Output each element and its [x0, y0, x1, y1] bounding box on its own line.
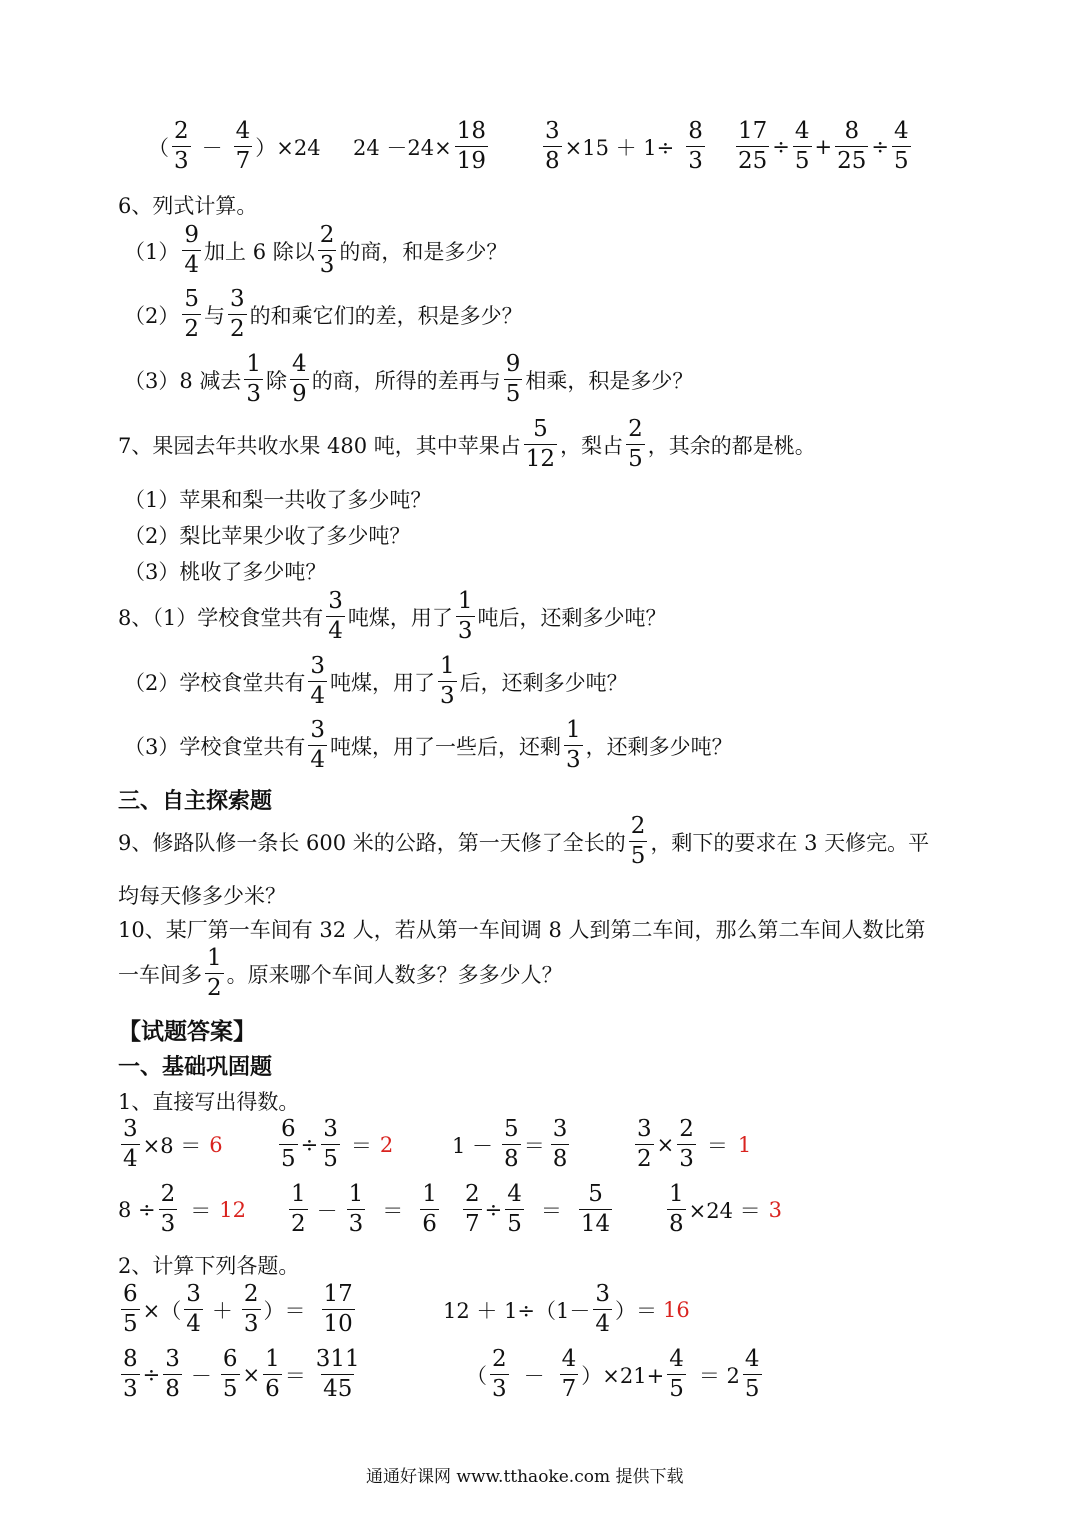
fraction: $\frac{3}{8}$	[165, 1346, 180, 1402]
equals: ＝	[284, 1363, 306, 1388]
operator: －	[523, 1363, 545, 1388]
answer-value: 3	[768, 1197, 783, 1222]
expr-head: 24 －24×	[353, 135, 452, 160]
fraction: $\frac{1}{2}$	[291, 1181, 306, 1237]
answer-value: 6	[209, 1132, 223, 1157]
fraction: $\frac{8}{25}$	[837, 118, 867, 174]
operator: ）＝	[263, 1298, 306, 1323]
part-label: （1）	[124, 239, 180, 264]
expr-4	[733, 120, 914, 173]
footer-text: 通通好课网 www.tthaoke.com 提供下载	[366, 1467, 684, 1487]
equals: ＝	[382, 1198, 404, 1223]
expr-tail: ）×24	[255, 135, 321, 160]
answer-value: 2	[379, 1132, 394, 1157]
equals: ＝	[190, 1198, 212, 1223]
operator: ÷	[484, 1197, 503, 1222]
expr-1	[148, 120, 321, 173]
text: （2）学校食堂共有	[124, 670, 306, 695]
operator: ＋	[211, 1298, 233, 1323]
a2-expr-3	[118, 1348, 365, 1401]
text: ，还剩多少吨？	[585, 734, 733, 759]
fraction: $\frac{1}{2}$	[207, 945, 222, 1001]
text: （1）苹果和梨一共收了多少吨？	[124, 488, 432, 512]
operator: ）×21+	[581, 1363, 665, 1388]
text: 相乘，积是多少？	[525, 368, 694, 393]
fraction: $\frac{18}{19}$	[456, 118, 486, 174]
text: （3）桃收了多少吨？	[124, 560, 327, 584]
fraction: $\frac{2}{3}$	[492, 1346, 507, 1402]
expr-head: 12 ＋ 1÷（1－	[443, 1298, 591, 1323]
fraction: $\frac{3}{5}$	[323, 1116, 338, 1172]
fraction: $\frac{1}{3}$	[457, 588, 473, 644]
fraction: $\frac{1}{6}$	[422, 1181, 437, 1237]
text: ，其余的都是桃。	[647, 433, 816, 458]
equals: ＝	[350, 1133, 372, 1158]
operator: ÷	[142, 1362, 161, 1387]
text: （3）学校食堂共有	[124, 734, 306, 759]
fraction: $\frac{4}{5}$	[894, 118, 909, 174]
text: 吨煤，用了	[347, 605, 453, 630]
a1-title	[118, 1086, 299, 1116]
heading-text: 三、自主探索题	[118, 788, 273, 814]
section-heading-3	[118, 784, 272, 815]
a2-expr-2	[443, 1283, 690, 1336]
heading-text: 一、基础巩固题	[118, 1054, 273, 1080]
operator: ×8 ＝	[142, 1133, 202, 1158]
q7-sub1	[124, 484, 431, 514]
fraction: $\frac{4}{7}$	[561, 1346, 577, 1402]
part-label: （2）	[124, 303, 180, 328]
a1-r2-c4	[664, 1183, 782, 1236]
fraction: $\frac{9}{4}$	[184, 222, 200, 278]
paren: （	[466, 1363, 487, 1388]
operator: －	[316, 1198, 338, 1223]
fraction: $\frac{5}{2}$	[184, 286, 200, 342]
fraction: $\frac{3}{4}$	[123, 1116, 138, 1172]
operator: ÷	[871, 134, 890, 159]
a1-r1-c1	[118, 1118, 223, 1171]
part-label: （3）8 减去	[124, 368, 242, 393]
fraction: $\frac{2}{3}$	[160, 1181, 176, 1237]
equals: ＝	[523, 1133, 545, 1158]
operator: +	[814, 134, 833, 159]
fraction: $\frac{17}{25}$	[738, 118, 768, 174]
text: 均每天修多少米？	[118, 884, 286, 908]
fraction: $\frac{5}{12}$	[525, 416, 556, 472]
expr-mid: ×15 ＋ 1÷	[564, 135, 675, 160]
fraction: $\frac{4}{5}$	[794, 118, 810, 174]
question-title: 6、列式计算。	[118, 194, 258, 218]
q7-stem	[118, 418, 816, 471]
text: ，剩下的要求在 3 天修完。平	[650, 830, 930, 855]
fraction: $\frac{6}{5}$	[222, 1346, 238, 1402]
answer-value: 1	[737, 1132, 752, 1157]
q8-part3	[124, 719, 733, 772]
fraction: $\frac{3}{8}$	[545, 118, 560, 174]
fraction: $\frac{8}{3}$	[688, 118, 703, 174]
fraction: $\frac{4}{5}$	[669, 1346, 684, 1402]
fraction: $\frac{3}{4}$	[186, 1281, 201, 1337]
text: 与	[204, 303, 226, 328]
fraction: $\frac{2}{3}$	[319, 222, 335, 278]
text: 的商，和是多少？	[339, 239, 508, 264]
fraction: $\frac{4}{9}$	[292, 351, 307, 407]
a1-r2-c2	[286, 1183, 442, 1236]
answer-value: 16	[663, 1297, 690, 1322]
fraction: $\frac{3}{2}$	[230, 286, 245, 342]
text: 的和乘它们的差，积是多少？	[249, 303, 523, 328]
q6-part1	[124, 224, 507, 277]
text: 加上 6 除以	[204, 239, 315, 264]
text: 吨煤，用了一些后，还剩	[330, 734, 562, 759]
operator: －	[190, 1363, 212, 1388]
operator: 8 ÷	[118, 1197, 156, 1222]
a2-title	[118, 1250, 299, 1280]
q8-part2	[124, 655, 628, 708]
expr-3	[540, 120, 708, 173]
fraction: $\frac{8}{3}$	[123, 1346, 138, 1402]
a2-expr-4	[466, 1348, 765, 1401]
text: （2）梨比苹果少收了多少吨？	[124, 524, 411, 548]
q10-line1	[118, 914, 926, 944]
fraction: $\frac{3}{4}$	[310, 717, 326, 773]
section-heading-1	[118, 1050, 272, 1081]
q9-line2	[118, 880, 286, 910]
fraction: $\frac{2}{3}$	[243, 1281, 259, 1337]
a1-r1-c3	[452, 1118, 572, 1171]
fraction: $\frac{2}{5}$	[630, 813, 646, 869]
fraction: $\frac{4}{7}$	[235, 118, 251, 174]
fraction: $\frac{1}{6}$	[265, 1346, 280, 1402]
heading-text: 【试题答案】	[118, 1018, 256, 1045]
text: 。原来哪个车间人数多？多多少人？	[226, 962, 563, 987]
fraction: $\frac{3}{2}$	[637, 1116, 652, 1172]
answer-value: 12	[219, 1197, 247, 1222]
fraction: $\frac{5}{14}$	[580, 1181, 611, 1237]
page-footer	[366, 1462, 683, 1487]
fraction: $\frac{3}{4}$	[595, 1281, 611, 1337]
fraction: $\frac{2}{7}$	[465, 1181, 480, 1237]
operator: ×	[656, 1132, 675, 1157]
operator: 1 －	[452, 1133, 494, 1158]
expr-2	[353, 120, 491, 173]
text: 8、（1）学校食堂共有	[118, 605, 324, 630]
fraction: $\frac{1}{3}$	[246, 351, 262, 407]
a1-r2-c3	[460, 1183, 615, 1236]
equals: ＝ 2	[698, 1363, 740, 1388]
paren: （	[148, 135, 169, 160]
text: 吨煤，用了	[330, 670, 436, 695]
text: 的商，所得的差再与	[311, 368, 501, 393]
a1-r2-c1	[118, 1183, 246, 1236]
fraction: $\frac{6}{5}$	[281, 1116, 296, 1172]
operator: ÷	[772, 134, 790, 159]
question-title: 2、计算下列各题。	[118, 1254, 300, 1278]
equals: ＝	[706, 1133, 728, 1158]
q6-title	[118, 190, 257, 220]
a1-r1-c2	[276, 1118, 393, 1171]
q7-sub2	[124, 520, 410, 550]
operator: －	[201, 135, 223, 160]
fraction: $\frac{17}{10}$	[323, 1281, 353, 1337]
q9-line1	[118, 815, 929, 868]
q8-part1	[118, 590, 667, 643]
q7-sub3	[124, 556, 326, 586]
fraction: $\frac{9}{5}$	[505, 351, 521, 407]
a1-r1-c4	[632, 1118, 751, 1171]
fraction: $\frac{3}{4}$	[310, 653, 326, 709]
fraction: $\frac{2}{5}$	[628, 416, 643, 472]
fraction: $\frac{1}{3}$	[440, 653, 455, 709]
fraction: $\frac{5}{8}$	[504, 1116, 519, 1172]
text: ，梨占	[560, 433, 624, 458]
fraction: $\frac{2}{3}$	[679, 1116, 694, 1172]
text: 9、修路队修一条长 600 米的公路，第一天修了全长的	[118, 830, 626, 855]
fraction: $\frac{1}{8}$	[669, 1181, 684, 1237]
fraction: $\frac{6}{5}$	[123, 1281, 138, 1337]
text: 7、果园去年共收水果 480 吨，其中苹果占	[118, 433, 521, 458]
fraction: $\frac{1}{3}$	[348, 1181, 364, 1237]
q10-line2	[118, 947, 563, 1000]
answers-heading	[118, 1013, 256, 1046]
fraction: $\frac{1}{3}$	[566, 717, 581, 773]
fraction: $\frac{4}{5}$	[507, 1181, 522, 1237]
operator: ×（	[142, 1298, 182, 1323]
fraction: $\frac{3}{8}$	[552, 1116, 568, 1172]
operator: ）＝	[615, 1298, 658, 1323]
text: 吨后，还剩多少吨？	[477, 605, 667, 630]
operator: ÷	[300, 1132, 319, 1157]
text: 除	[266, 368, 288, 393]
q6-part2	[124, 288, 523, 341]
operator: ×	[242, 1362, 261, 1387]
text: 后，还剩多少吨？	[459, 670, 628, 695]
fraction: $\frac{2}{3}$	[174, 118, 189, 174]
question-title: 1、直接写出得数。	[118, 1090, 300, 1114]
equals: ＝	[540, 1198, 562, 1223]
q6-part3	[124, 353, 693, 406]
fraction: $\frac{311}{45}$	[315, 1346, 360, 1402]
text: 10、某厂第一车间有 32 人，若从第一车间调 8 人到第二车间，那么第二车间人数比第	[118, 918, 926, 942]
fraction: $\frac{3}{4}$	[328, 588, 343, 644]
a2-expr-1	[118, 1283, 358, 1336]
fraction: $\frac{4}{5}$	[744, 1346, 760, 1402]
text: 一车间多	[118, 962, 202, 987]
operator: ×24 ＝	[688, 1198, 761, 1223]
